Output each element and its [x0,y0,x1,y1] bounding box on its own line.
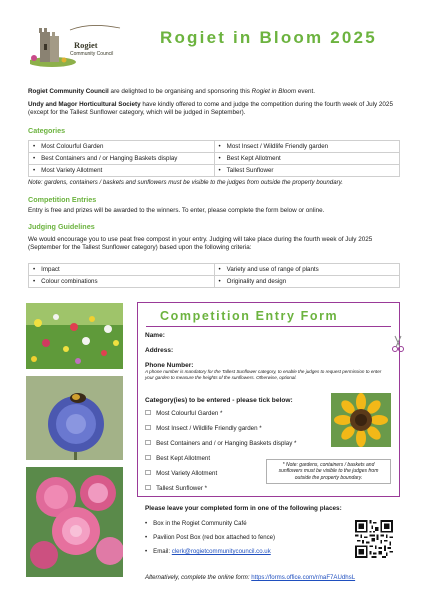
entries-heading: Competition Entries [28,195,97,204]
table-row [29,141,400,153]
return-heading: Please leave your completed form in one of the following places: [145,505,342,512]
online-form-label: Alternatively, complete the online form: [145,574,252,581]
intro-org-1: Rogiet Community Council [28,88,109,95]
table-row [29,276,400,288]
online-form-link[interactable]: https://forms.office.com/r/naF7AUdhsL [251,574,356,581]
intro-paragraph-1 [28,88,400,97]
criteria-cell: • Variety and use of range of plants [214,264,400,276]
return-place-post-box: • Pavilion Post Box (red box attached to fence) [145,534,275,541]
online-form-line [145,574,355,581]
intro-text-1a: are delighted to be organising and sponsoring this [108,88,252,95]
category-cell: • Most Insect / Wildlife Friendly garden [214,141,400,153]
checkbox-best-kept-allotment[interactable]: ☐ Best Kept Allotment [145,454,210,462]
council-logo [30,22,122,68]
form-visibility-note: * Note: gardens, containers / baskets and sunflowers must be visible to the judges from outside the property boundary. [266,459,391,484]
criteria-cell: • Colour combinations [29,276,215,288]
form-title: Competition Entry Form [160,309,339,323]
form-categories-heading-bold: Category(ies) to be entered [145,397,231,404]
form-title-divider [146,326,391,327]
phone-field[interactable]: Phone Number: [145,362,194,369]
table-row [29,165,400,177]
intro-org-2: Undy and Magor Horticultural Society [28,100,141,108]
category-cell: • Best Kept Allotment [214,153,400,165]
return-email [145,548,271,555]
checkbox-tallest-sunflower[interactable]: ☐ Tallest Sunflower * [145,484,207,492]
checkbox-insect-wildlife-garden[interactable]: ☐ Most Insect / Wildlife Friendly garden * [145,424,262,432]
intro-section [28,88,400,122]
category-cell: • Most Colourful Garden [29,141,215,153]
table-row [29,264,400,276]
criteria-table [28,263,400,288]
email-label: Email: [153,548,172,555]
pink-ranunculus-photo [26,467,123,577]
category-cell: • Best Containers and / or Hanging Baskets display [29,153,215,165]
intro-event-name: Rogiet in Bloom [251,88,297,95]
checkbox-most-variety-allotment[interactable]: ☐ Most Variety Allotment [145,469,217,477]
criteria-cell: • Originality and design [214,276,400,288]
page-title: Rogiet in Bloom 2025 [160,28,377,47]
guidelines-heading: Judging Guidelines [28,222,95,231]
wildflower-photo [26,303,123,369]
checkbox-most-colourful-garden[interactable]: ☐ Most Colourful Garden * [145,409,222,417]
category-cell: • Tallest Sunflower [214,165,400,177]
return-place-cafe: • Box in the Rogiet Community Café [145,520,247,527]
criteria-cell: • Impact [29,264,215,276]
globe-thistle-bee-photo [26,376,123,460]
table-row [29,153,400,165]
email-link[interactable]: clerk@rogietcommunitycouncil.co.uk [171,548,271,555]
form-categories-heading-rest: - please tick below: [230,397,293,404]
categories-note: Note: gardens, containers / baskets and sunflowers must be visible to the judges from outside the property boundary. [28,179,343,186]
form-categories-heading [145,397,293,404]
entry-form [137,302,400,497]
sunflower-photo [331,393,391,447]
phone-note: A phone number is mandatory for the Tallest Sunflower category, to enable the judges to request permission to enter your garden to measure the heights of the sunflowers. Otherwise, optional. [145,369,382,380]
checkbox-best-containers[interactable]: ☐ Best Containers and / or Hanging Baskets display * [145,439,296,447]
intro-paragraph-2 [28,101,400,118]
categories-heading: Categories [28,126,66,135]
logo-title: Rogiet [74,40,98,50]
address-field[interactable]: Address: [145,347,174,354]
category-cell: • Most Variety Allotment [29,165,215,177]
intro-text-1b: event. [296,88,315,95]
scissors-icon [392,335,404,353]
entries-text: Entry is free and prizes will be awarded to the winners. To enter, please complete the form below or online. [28,207,325,214]
qr-code-icon[interactable] [355,520,393,558]
page-header [22,22,402,72]
logo-subtitle: Community Council [70,51,114,57]
intro-text-2: have kindly offered to come and judge the competition during the fourth week of July 2025 (except for the Tallest Sunflower category, which will be judged in September). [28,100,393,116]
name-field[interactable]: Name: [145,332,165,339]
categories-table [28,140,400,177]
guidelines-text: We would encourage you to use peat free compost in your entry. Judging will take place during the fourth week of July 2025 (September for the Tallest Sunflower category) based upon the following criteria: [28,236,373,252]
